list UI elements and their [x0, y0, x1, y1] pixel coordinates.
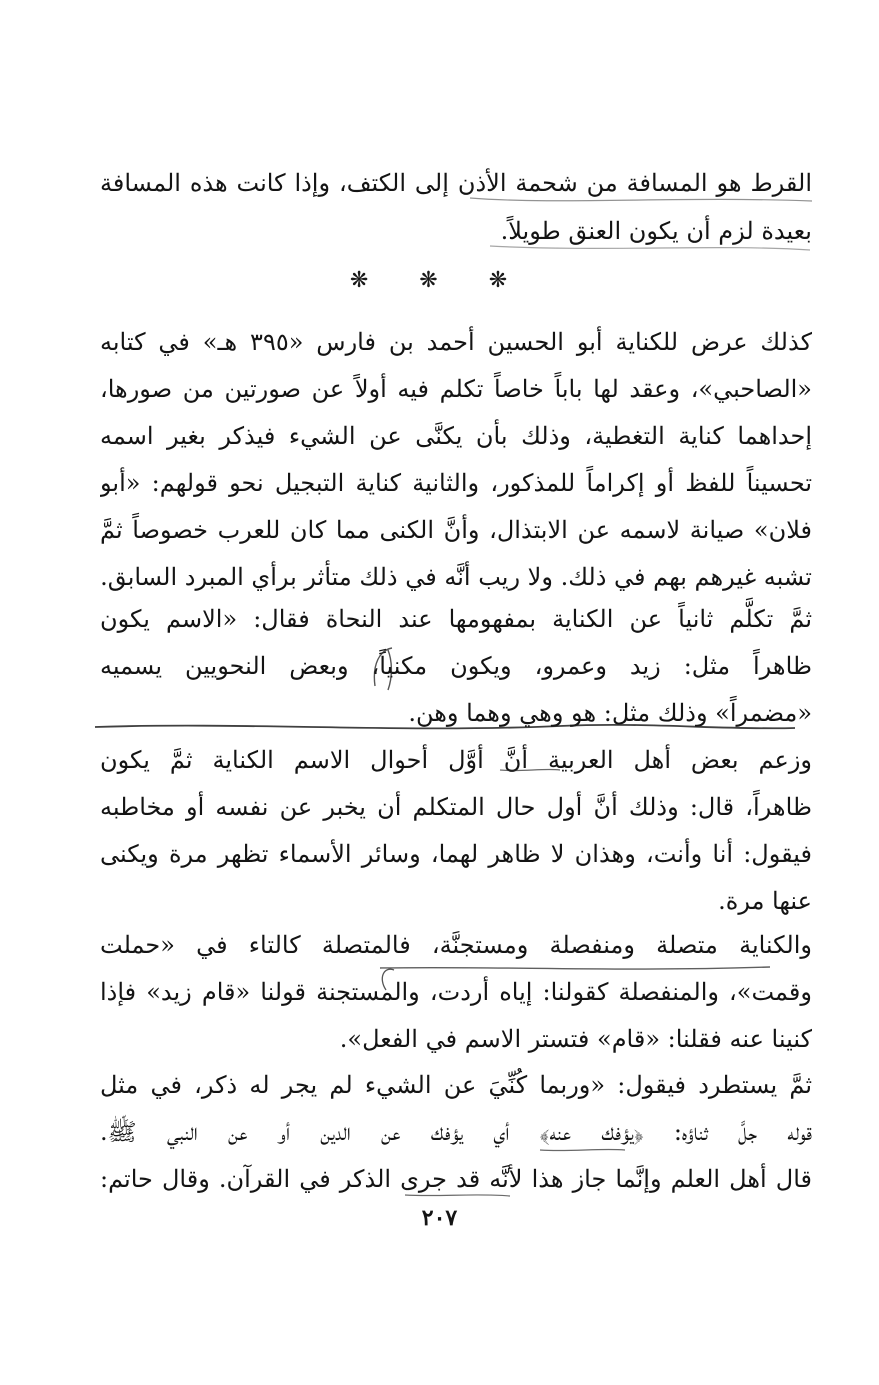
text-line: عنها مرة. [718, 887, 812, 915]
page-number: ٢٠٧ [421, 1205, 458, 1231]
text-line: بعيدة لزم أن يكون العنق طويلاً. [500, 217, 812, 245]
text-line: وزعم بعض أهل العربية أنَّ أوَّل أحوال الاسم الكناية ثمَّ يكون [100, 746, 812, 774]
text-line: ثمَّ تكلَّم ثانياً عن الكناية بمفهومها عند النحاة فقال: «الاسم يكون [100, 605, 812, 633]
text-line: كنينا عنه فقلنا: «قام» فتستر الاسم في الفعل». [339, 1025, 812, 1053]
text-line: ظاهراً مثل: زيد وعمرو، ويكون مكنياً، وبعض النحويين يسميه [100, 652, 812, 680]
text-line: ثمَّ يستطرد فيقول: «وربما كُنِّيَ عن الشيء لم يجر له ذكر، في مثل [100, 1071, 812, 1099]
text-line: تحسيناً للفظ أو إكراماً للمذكور، والثانية كناية التبجيل نحو قولهم: «أبو [100, 469, 812, 497]
text-line: فلان» صيانة لاسمه عن الابتذال، وأنَّ الكنى مما كان للعرب خصوصاً ثمَّ [100, 516, 812, 544]
text-line: ظاهراً، قال: وذلك أنَّ أول حال المتكلم أن يخبر عن نفسه أو مخاطبه [100, 793, 812, 821]
text-line: قوله جلَّ ثناؤه: ﴿يؤفك عنه﴾ أي يؤفك عن الدين أو عن النبي ﷺ. [100, 1118, 812, 1146]
text-line: كذلك عرض للكناية أبو الحسين أحمد بن فارس «٣٩٥ هـ» في كتابه [100, 328, 812, 356]
text-line: «مضمراً» وذلك مثل: هو وهي وهما وهن. [408, 699, 812, 727]
text-line: قال أهل العلم وإنَّما جاز هذا لأنَّه قد جرى الذكر في القرآن. وقال حاتم: [100, 1165, 812, 1193]
text-line: إحداهما كناية التغطية، وذلك بأن يكنَّى عن الشيء فيذكر بغير اسمه [100, 422, 812, 450]
text-line: «الصاحبي»، وعقد لها باباً خاصاً تكلم فيه أولاً عن صورتين من صورها، [100, 375, 812, 403]
text-line: والكناية متصلة ومنفصلة ومستجنَّة، فالمتصلة كالتاء في «حملت [100, 931, 812, 959]
text-line: وقمت»، والمنفصلة كقولنا: إياه أردت، والمستجنة قولنا «قام زيد» فإذا [100, 978, 812, 1006]
text-line: القرط هو المسافة من شحمة الأذن إلى الكتف، وإذا كانت هذه المسافة [100, 169, 812, 197]
section-separator: ❋ ❋ ❋ [349, 268, 530, 293]
text-line: فيقول: أنا وأنت، وهذان لا ظاهر لهما، وسائر الأسماء تظهر مرة ويكنى [100, 840, 812, 868]
text-line: تشبه غيرهم بهم في ذلك. ولا ريب أنَّه في ذلك متأثر برأي المبرد السابق. [100, 563, 812, 591]
